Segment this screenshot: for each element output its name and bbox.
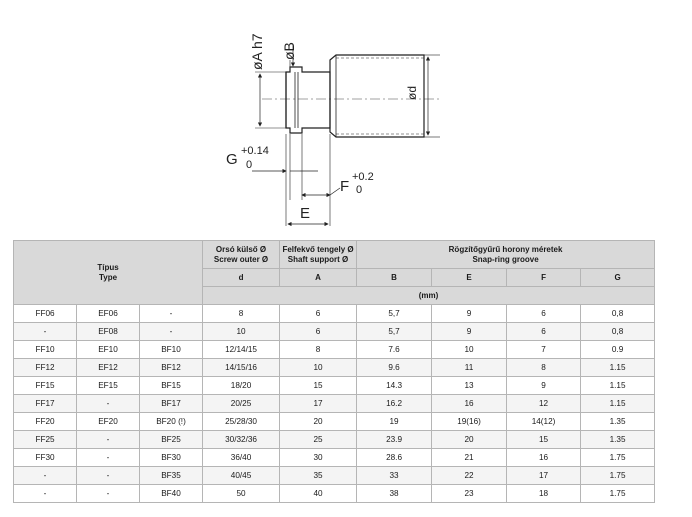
cell-d: 12/14/15: [203, 341, 280, 359]
label-F: F: [340, 178, 350, 195]
cell-F: 12: [507, 395, 581, 413]
cell-A: 6: [280, 305, 357, 323]
table-row: [14, 377, 655, 395]
col-G: G: [581, 269, 655, 287]
cell-E: 10: [432, 341, 507, 359]
shaft-header-hu: Felfekvő tengely Ø: [282, 244, 354, 254]
type-bf: BF17: [140, 395, 203, 413]
cell-G: 1.75: [581, 485, 655, 503]
type-ff: FF20: [14, 413, 77, 431]
cell-A: 10: [280, 359, 357, 377]
cell-d: 20/25: [203, 395, 280, 413]
label-d: ød: [405, 85, 419, 100]
cell-E: 9: [432, 323, 507, 341]
cell-A: 8: [280, 341, 357, 359]
type-ef: EF12: [77, 359, 140, 377]
type-bf: -: [140, 323, 203, 341]
cell-F: 6: [507, 323, 581, 341]
dimensions-table: [13, 240, 655, 503]
label-B: øB: [281, 42, 297, 60]
cell-G: 1.15: [581, 359, 655, 377]
cell-F: 7: [507, 341, 581, 359]
cell-A: 25: [280, 431, 357, 449]
label-G: G: [226, 151, 238, 168]
table-row: [14, 395, 655, 413]
cell-G: 1.35: [581, 431, 655, 449]
type-bf: BF40: [140, 485, 203, 503]
cell-G: 0,8: [581, 323, 655, 341]
type-bf: -: [140, 305, 203, 323]
cell-B: 5,7: [357, 323, 432, 341]
cell-A: 17: [280, 395, 357, 413]
col-E: E: [432, 269, 507, 287]
groove-header: [357, 241, 655, 269]
cell-B: 14.3: [357, 377, 432, 395]
type-bf: BF15: [140, 377, 203, 395]
groove-header-hu: Rögzítőgyűrű horony méretek: [448, 244, 563, 254]
cell-E: 23: [432, 485, 507, 503]
cell-F: 18: [507, 485, 581, 503]
type-bf: BF25: [140, 431, 203, 449]
cell-A: 40: [280, 485, 357, 503]
cell-d: 8: [203, 305, 280, 323]
cell-d: 30/32/36: [203, 431, 280, 449]
cell-G: 0,8: [581, 305, 655, 323]
cell-A: 6: [280, 323, 357, 341]
cell-G: 1.15: [581, 377, 655, 395]
col-F: F: [507, 269, 581, 287]
table-row: [14, 413, 655, 431]
col-B: B: [357, 269, 432, 287]
cell-E: 13: [432, 377, 507, 395]
table-row: [14, 359, 655, 377]
type-bf: BF30: [140, 449, 203, 467]
screw-header-en: Screw outer Ø: [213, 254, 269, 264]
type-bf: BF35: [140, 467, 203, 485]
cell-A: 35: [280, 467, 357, 485]
table-body: [14, 305, 655, 503]
type-ef: EF06: [77, 305, 140, 323]
cell-A: 20: [280, 413, 357, 431]
type-ef: EF15: [77, 377, 140, 395]
label-A: øA h7: [249, 33, 265, 70]
shaft-end-drawing: [0, 0, 692, 238]
cell-B: 28.6: [357, 449, 432, 467]
cell-F: 14(12): [507, 413, 581, 431]
cell-d: 40/45: [203, 467, 280, 485]
shaft-header: [280, 241, 357, 269]
cell-d: 36/40: [203, 449, 280, 467]
cell-F: 9: [507, 377, 581, 395]
screw-header: [203, 241, 280, 269]
label-G-tol-upper: +0.14: [241, 145, 269, 157]
label-E: E: [300, 205, 311, 222]
type-ff: FF12: [14, 359, 77, 377]
screw-header-hu: Orsó külső Ø: [215, 244, 267, 254]
cell-A: 15: [280, 377, 357, 395]
cell-F: 15: [507, 431, 581, 449]
cell-A: 30: [280, 449, 357, 467]
cell-B: 33: [357, 467, 432, 485]
type-bf: BF12: [140, 359, 203, 377]
type-ef: -: [77, 395, 140, 413]
cell-B: 9.6: [357, 359, 432, 377]
cell-F: 6: [507, 305, 581, 323]
type-header-hu: Típus: [97, 262, 119, 272]
type-ef: EF10: [77, 341, 140, 359]
type-ff: FF10: [14, 341, 77, 359]
type-ef: EF08: [77, 323, 140, 341]
unit-label: (mm): [203, 287, 655, 305]
type-ff: -: [14, 323, 77, 341]
cell-d: 25/28/30: [203, 413, 280, 431]
type-ef: -: [77, 485, 140, 503]
cell-d: 10: [203, 323, 280, 341]
type-ef: -: [77, 449, 140, 467]
type-ff: FF30: [14, 449, 77, 467]
label-F-tol-lower: 0: [356, 184, 363, 196]
type-ef: EF20: [77, 413, 140, 431]
table-row: [14, 485, 655, 503]
cell-E: 9: [432, 305, 507, 323]
cell-E: 11: [432, 359, 507, 377]
cell-d: 18/20: [203, 377, 280, 395]
cell-G: 0.9: [581, 341, 655, 359]
col-d: d: [203, 269, 280, 287]
type-ff: -: [14, 467, 77, 485]
table-row: [14, 341, 655, 359]
type-ff: FF06: [14, 305, 77, 323]
cell-B: 23.9: [357, 431, 432, 449]
cell-d: 14/15/16: [203, 359, 280, 377]
table-row: [14, 467, 655, 485]
cell-B: 7.6: [357, 341, 432, 359]
label-F-tol-upper: +0.2: [352, 171, 374, 183]
cell-F: 17: [507, 467, 581, 485]
label-G-tol-lower: 0: [246, 159, 253, 171]
type-ef: -: [77, 467, 140, 485]
cell-d: 50: [203, 485, 280, 503]
technical-drawing: [0, 0, 692, 238]
table-row: [14, 305, 655, 323]
cell-B: 5,7: [357, 305, 432, 323]
table-row: [14, 449, 655, 467]
col-A: A: [280, 269, 357, 287]
type-ff: FF15: [14, 377, 77, 395]
cell-B: 38: [357, 485, 432, 503]
type-ff: FF17: [14, 395, 77, 413]
table-row: [14, 323, 655, 341]
cell-F: 16: [507, 449, 581, 467]
cell-B: 19: [357, 413, 432, 431]
type-bf: BF20 (!): [140, 413, 203, 431]
cell-E: 19(16): [432, 413, 507, 431]
cell-G: 1.75: [581, 449, 655, 467]
cell-E: 16: [432, 395, 507, 413]
type-ff: FF25: [14, 431, 77, 449]
cell-F: 8: [507, 359, 581, 377]
groove-header-en: Snap-ring groove: [472, 254, 539, 264]
cell-G: 1.35: [581, 413, 655, 431]
type-header: [14, 241, 203, 305]
cell-E: 22: [432, 467, 507, 485]
type-bf: BF10: [140, 341, 203, 359]
shaft-groove-outline: [286, 67, 330, 133]
cell-G: 1.75: [581, 467, 655, 485]
cell-E: 20: [432, 431, 507, 449]
type-ff: -: [14, 485, 77, 503]
type-header-en: Type: [98, 272, 118, 282]
cell-E: 21: [432, 449, 507, 467]
cell-G: 1.15: [581, 395, 655, 413]
table-row: [14, 431, 655, 449]
type-ef: -: [77, 431, 140, 449]
cell-B: 16.2: [357, 395, 432, 413]
shaft-header-en: Shaft support Ø: [287, 254, 349, 264]
